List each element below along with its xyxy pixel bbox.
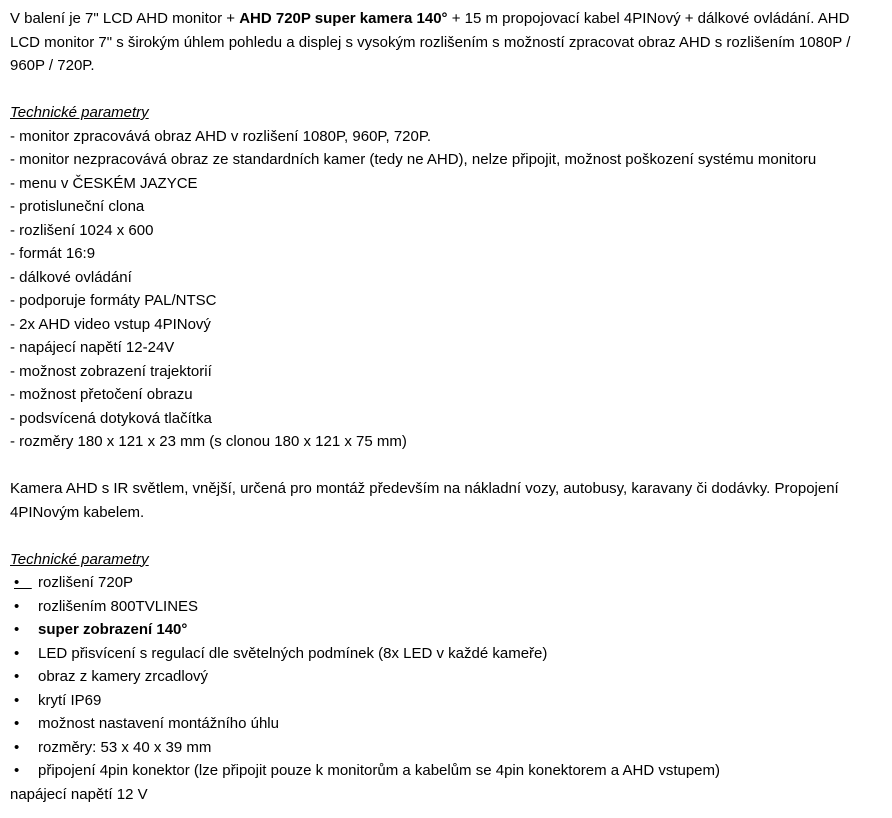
bullet-marker: • [14,668,20,685]
camera-spec-text: rozlišení 720P [38,574,134,591]
monitor-spec-item [10,313,882,337]
camera-intro-paragraph: Kamera AHD s IR světlem, vnější, určená pro montáž především na nákladní vozy, autobusy, karavany či dodávky. Propojení 4PINovým kabelem. [10,480,839,521]
camera-spec-item [10,759,882,783]
dash-marker: - [10,339,20,356]
monitor-spec-text: možnost přetočení obrazu [19,386,193,403]
camera-specs-heading: Technické parametry [10,550,149,568]
dash-marker: - [10,386,20,403]
bullet-marker: • [14,644,20,662]
monitor-spec-item [10,430,882,454]
dash-marker: - [10,433,20,450]
camera-spec-text: obraz z kamery zrcadlový [38,668,209,685]
bullet-marker: • [14,762,20,779]
camera-spec-text: rozměry: 53 x 40 x 39 mm [38,738,212,756]
monitor-spec-text: rozměry 180 x 121 x 23 mm (s clonou 180 x 121 x 75 mm) [19,433,407,450]
dash-marker: - [10,127,20,145]
monitor-spec-item [10,266,882,290]
camera-spec-item [10,689,882,713]
monitor-spec-item [10,360,882,384]
dash-marker: - [10,174,20,192]
bullet-marker: • [14,715,20,732]
camera-spec-text: možnost nastavení montážního úhlu [38,715,279,732]
camera-spec-item [10,595,882,619]
bullet-marker: • [14,738,20,756]
monitor-spec-item [10,242,882,266]
monitor-spec-text: možnost zobrazení trajektorií [19,362,212,380]
camera-footer-line: napájecí napětí 12 V [10,785,148,803]
monitor-spec-text: 2x AHD video vstup 4PINový [19,315,211,333]
camera-spec-item [10,712,882,736]
monitor-spec-text: napájecí napětí 12-24V [19,339,175,356]
intro-product-name-bold: AHD 720P super kamera 140° [239,10,448,27]
monitor-spec-item [10,125,882,149]
bullet-marker: • [14,621,20,638]
monitor-spec-text: monitor nezpracovává obraz ze standardních kamer (tedy ne AHD), nelze připojit, možnost poškození systému monitoru [19,151,817,168]
monitor-spec-item [10,148,882,172]
camera-spec-text: super zobrazení 140° [38,621,188,638]
monitor-spec-item [10,219,882,243]
monitor-spec-item [10,383,882,407]
camera-spec-item [10,665,882,689]
dash-marker: - [10,362,20,380]
monitor-spec-text: protisluneční clona [19,198,145,215]
camera-spec-item [10,642,882,666]
dash-marker: - [10,198,20,215]
dash-marker: - [10,409,20,427]
monitor-spec-text: rozlišení 1024 x 600 [19,221,154,239]
camera-specs-list [10,571,882,783]
monitor-spec-item [10,289,882,313]
camera-spec-item [10,571,882,595]
camera-spec-item [10,736,882,760]
camera-spec-text: LED přisvícení s regulací dle světelných podmínek (8x LED v každé kameře) [38,644,548,662]
monitor-specs-list [10,125,882,454]
intro-text-before-bold: V balení je 7" LCD AHD monitor + [10,10,240,27]
camera-spec-text: připojení 4pin konektor (lze připojit pouze k monitorům a kabelům se 4pin konektorem a AHD vstupem) [38,762,721,779]
monitor-spec-text: dálkové ovládání [19,268,132,286]
dash-marker: - [10,292,20,309]
monitor-specs-heading: Technické parametry [10,104,149,121]
dash-marker: - [10,221,20,239]
monitor-spec-item [10,407,882,431]
monitor-spec-text: podporuje formáty PAL/NTSC [19,292,217,309]
camera-spec-text: rozlišením 800TVLINES [38,597,199,615]
camera-spec-item [10,618,882,642]
bullet-marker: • [14,574,32,591]
dash-marker: - [10,315,20,333]
monitor-spec-text: monitor zpracovává obraz AHD v rozlišení 1080P, 960P, 720P. [19,127,432,145]
monitor-spec-text: podsvícená dotyková tlačítka [19,409,212,427]
monitor-spec-item [10,172,882,196]
monitor-spec-item [10,336,882,360]
bullet-marker: • [14,597,20,615]
intro-paragraph [10,7,882,78]
camera-spec-text: krytí IP69 [38,691,102,709]
dash-marker: - [10,268,20,286]
monitor-spec-text: menu v ČESKÉM JAZYCE [19,174,198,192]
monitor-spec-text: formát 16:9 [19,245,96,262]
monitor-spec-item [10,195,882,219]
bullet-marker: • [14,691,20,709]
dash-marker: - [10,245,20,262]
dash-marker: - [10,151,20,168]
intro-text-after-bold: + 15 m propojovací kabel 4PINový + dálkové ovládání. AHD LCD monitor 7" s širokým úhlem pohledu a displej s vysokým rozlišením s možností zpracovat obraz AHD s rozlišením 1080P / 960P / 720P. [10,10,851,74]
